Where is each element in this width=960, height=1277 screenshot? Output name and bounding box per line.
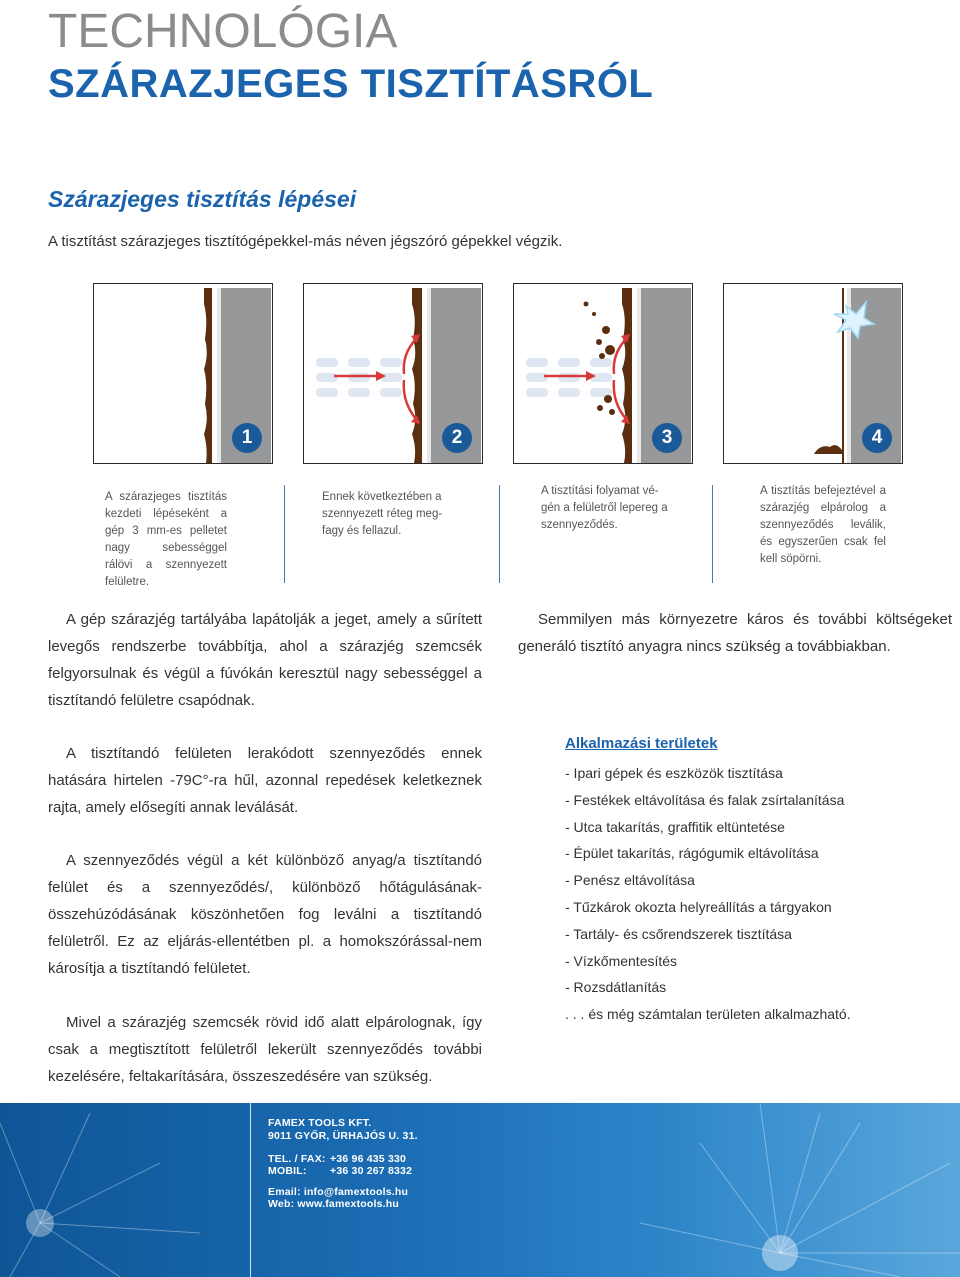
list-item: - Tűzkárok okozta helyreállítás a tárgyakon bbox=[565, 898, 832, 915]
tel-value: +36 96 435 330 bbox=[330, 1153, 407, 1165]
paragraph-4: A szennyeződés végül a két különböző anyag/a tisztítandó felület és a szennyeződés/, különböző hőtágulásának-összehúzódásának köszönhetően fog leválni a tisztítandó felületről. Ez az eljárás-ellentétben pl. a homokszórással-nem károsítja a tisztítandó felületet. bbox=[48, 852, 482, 977]
list-item: - Penész eltávolítása bbox=[565, 872, 695, 889]
applications-heading: Alkalmazási területek bbox=[565, 735, 718, 752]
list-item: . . . és még számtalan területen alkalmazható. bbox=[565, 1006, 851, 1023]
list-item: - Festékek eltávolítása és falak zsírtalanítása bbox=[565, 791, 845, 808]
section-heading: Szárazjeges tisztítás lépései bbox=[48, 186, 357, 212]
email-link[interactable]: Email: info@famextools.hu bbox=[268, 1186, 409, 1198]
applications-list bbox=[565, 760, 851, 1028]
step-1-badge: 1 bbox=[232, 423, 262, 453]
web-link[interactable]: Web: www.famextools.hu bbox=[268, 1198, 399, 1210]
step-3-illustration bbox=[513, 283, 693, 464]
step-2-illustration bbox=[303, 283, 483, 464]
step-1-illustration bbox=[93, 283, 273, 464]
company-address: 9011 GYŐR, ÜRHAJÓS U. 31. bbox=[268, 1130, 418, 1142]
list-item: - Ipari gépek és eszközök tisztítása bbox=[565, 765, 783, 781]
paragraph-3: A tisztítandó felületen lerakódott szennyeződés ennek hatására hirtelen -79C°-ra hűl, azonnal repedések keletkeznek rajta, amely elősegíti annak leválását. bbox=[48, 745, 482, 816]
step-3-caption: A tisztítási folyamat vé-gén a felületről lepereg a szennyeződés. bbox=[541, 485, 668, 531]
paragraph-5: Mivel a szárazjég szemcsék rövid idő alatt elpárolognak, így csak a megtisztított felületről lekerült szennyeződés további kezelésére, feltakarítására, összeszedésére van szükség. bbox=[48, 1014, 482, 1085]
footer-spark-decoration bbox=[0, 1103, 960, 1277]
list-item: - Rozsdátlanítás bbox=[565, 979, 667, 996]
step-4-illustration bbox=[723, 283, 903, 464]
paragraph-1: A gép szárazjég tartályába lapátolják a jeget, amely a sűrített levegős rendszerbe továbbítja, ahol a szárazjég szemcsék felgyorsulnak és végül a fúvókán keresztül nagy sebességgel a tisztítandó felületre csapódnak. bbox=[48, 611, 482, 709]
step-2-badge: 2 bbox=[442, 423, 472, 453]
company-name: FAMEX TOOLS KFT. bbox=[268, 1117, 372, 1129]
step-1-caption: A szárazjeges tisztítás kezdeti lépéseként a gép 3 mm-es pelletet nagy sebességgel rálövi a szennyezett felületre. bbox=[105, 491, 227, 588]
list-item: - Épület takarítás, rágógumik eltávolítása bbox=[565, 845, 819, 862]
step-2-caption: Ennek következtében a szennyezett réteg meg-fagy és fellazul. bbox=[322, 491, 443, 537]
mobil-label: MOBIL: bbox=[268, 1165, 307, 1177]
step-4-badge: 4 bbox=[862, 423, 892, 453]
caption-divider bbox=[284, 485, 285, 583]
footer-banner bbox=[0, 1103, 960, 1277]
tel-label: TEL. / FAX: bbox=[268, 1153, 326, 1165]
list-item: - Utca takarítás, graffitik eltüntetése bbox=[565, 818, 785, 835]
caption-divider bbox=[499, 485, 500, 583]
footer-divider bbox=[250, 1103, 251, 1277]
mobil-value: +36 30 267 8332 bbox=[330, 1165, 413, 1177]
step-3-badge: 3 bbox=[652, 423, 682, 453]
list-item: - Vízkőmentesítés bbox=[565, 952, 678, 969]
step-4-caption: A tisztítás befejeztével a szárazjég elpárolog a szennyeződés leválik, és egyszerűen csak fel kell söpörni. bbox=[760, 485, 886, 565]
list-item: - Tartály- és csőrendszerek tisztítása bbox=[565, 925, 792, 942]
paragraph-2: Semmilyen más környezetre káros és további költségeket generáló tisztító anyagra nincs szükség a továbbiakban. bbox=[518, 611, 952, 655]
page-title-line1: TECHNOLÓGIA bbox=[48, 5, 398, 58]
page-title-line2: SZÁRAZJEGES TISZTÍTÁSRÓL bbox=[48, 62, 654, 106]
section-intro: A tisztítást szárazjeges tisztítógépekkel-más néven jégszóró gépekkel végzik. bbox=[48, 233, 563, 250]
caption-divider bbox=[712, 485, 713, 583]
